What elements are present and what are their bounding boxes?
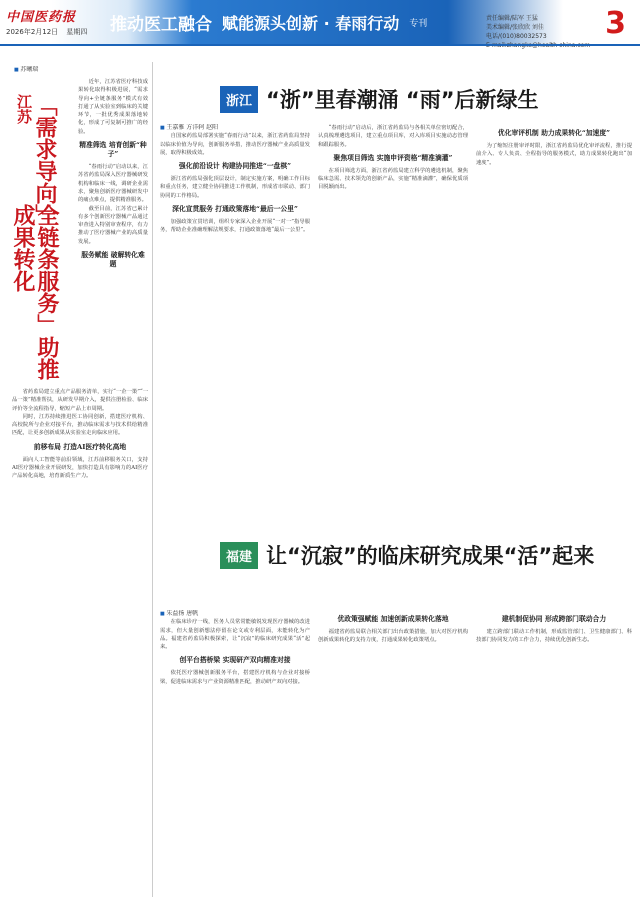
- subheading: 深化宣贯服务 打通政策落地“最后一公里”: [172, 205, 298, 214]
- paragraph: 浙江省药监局强化顶层设计，制定实施方案，明确工作目标和重点任务，建立健全协同推进工作机制，形成省市联动、部门协同的工作格局。: [160, 176, 310, 199]
- paragraph: 依托医疗器械创新服务平台，搭建医疗机构与企业对接桥梁，促进临床需求与产业资源精准匹配，推动研产双向对接。: [160, 670, 310, 685]
- subheading: 精准筛选 培育创新“种子”: [79, 141, 147, 159]
- masthead: [0, 0, 640, 58]
- headline-title: 让“沉寂”的临床研究成果“活”起来: [266, 544, 595, 568]
- paragraph: 截至目前，江苏省已累计有多个创新医疗器械产品通过审查进入特别审查程序，有力推动了医疗器械产业的高质量发展。: [78, 205, 148, 245]
- subheading: 优化审评机制 助力成果转化“加速度”: [497, 129, 611, 137]
- paragraph: 在临床诊疗一线，医务人员常常能敏锐发现医疗器械的改进需求，但大量创新想法停留在论文或专利层面，未能转化为产品。福建省药监局积极探索，让“沉寂”的临床研究成果“活”起来。: [160, 619, 310, 651]
- subheading: 优政策强赋能 加速创新成果转化落地: [337, 615, 449, 623]
- paragraph: “春雨行动”启动后，浙江省药监局与各相关单位密切配合，认真梳理遴选项目，建立重点项目库，对入库项目实施动态管理和跟踪服务。: [318, 125, 468, 148]
- page-number: 3: [605, 6, 626, 41]
- left-title-line-1: 「需求导向」: [32, 94, 57, 226]
- zhejiang-headline: [220, 84, 640, 114]
- subheading: 聚焦项目筛选 实施申评资格“精准滴灌”: [333, 153, 453, 162]
- paragraph: “春雨行动”启动以来，江苏省药监局深入医疗器械研发机构和临床一线，调研企业需求，聚焦创新医疗器械研发中的痛点难点，提供精准服务。: [78, 164, 148, 204]
- issue-weekday: 星期四: [66, 28, 88, 36]
- paragraph: 自国家药监局部署实施“春雨行动”以来，浙江省药监局坚持以临床价值为导向，创新服务举措，推动医疗器械产业高质量发展，取得积极成效。: [160, 133, 310, 156]
- left-col-bottom: [12, 388, 148, 893]
- left-col-top: [78, 78, 148, 378]
- subheading: 前移布局 打造AI医疗转化高地: [33, 442, 127, 451]
- fujian-col-2: [318, 610, 468, 895]
- subheading: 服务赋能 破解转化难题: [81, 251, 145, 269]
- masthead-banner-bg: [0, 0, 640, 44]
- column-divider: [152, 62, 153, 897]
- byline: ■ 朱益扬 唐帆: [160, 610, 310, 618]
- subheading: 建机制促协同 形成跨部门联动合力: [501, 615, 607, 623]
- fujian-headline: [220, 540, 640, 570]
- banner-slogan-2: 赋能源头创新 · 春雨行动: [222, 13, 400, 33]
- dateline: [6, 27, 93, 37]
- banner-special-label: 专刊: [409, 18, 428, 29]
- zhejiang-col-3: [476, 124, 632, 534]
- editor-line: 责任编辑/陆军 王猛: [486, 15, 538, 22]
- fujian-col-3: [476, 610, 632, 895]
- left-title-line-2: 全链条服务」助推成果转化: [10, 204, 59, 380]
- fujian-col-1: [160, 610, 310, 895]
- byline: ■ 王嘉雅 方洋轲 赵阳: [160, 124, 310, 132]
- paragraph: 加强政策宣贯培训，组织专家深入企业开展“一对一”指导服务，帮助企业准确理解法规要求，打通政策落地“最后一公里”。: [160, 219, 310, 234]
- headline-title: “浙”里春潮涌 “雨”后新绿生: [266, 88, 539, 112]
- banner-slogan-1: 推动医工融合: [110, 14, 212, 35]
- region-tag: 浙江: [220, 86, 258, 113]
- newspaper-logo: 中国医药报: [6, 10, 77, 25]
- editor-line: 美术编辑/张欣欣 刘佳: [486, 24, 544, 31]
- paragraph: 建立跨部门联动工作机制，形成监管部门、卫生健康部门、科技部门协同发力的工作合力，持续优化创新生态。: [476, 629, 632, 644]
- subheading: 创平台搭桥梁 实现研产双向精准对接: [179, 656, 291, 665]
- byline: ■ 苏曦瑞: [14, 66, 38, 73]
- left-byline: [14, 66, 78, 74]
- zhejiang-col-1: [160, 124, 310, 534]
- region-tag: 福建: [220, 542, 258, 569]
- paragraph: 同时，江苏持续推进医工协同创新，搭建医疗机构、高校院所与企业对接平台，推动临床需求与技术供给精准匹配，让更多创新成果从实验室走向临床应用。: [12, 413, 148, 437]
- region-label: 江苏: [15, 94, 33, 124]
- paragraph: 近年，江苏省医疗科技成果转化取得积极进展，“需求导向+全链条服务”模式有效打通了从实验室到临床的关键环节，一批优秀成果落地转化，形成了可复制可推广的经验。: [78, 79, 148, 135]
- special-banner: [110, 4, 427, 40]
- paragraph: 福建省药监局联合相关部门出台政策措施，加大对医疗机构创新成果转化的支持力度，打通成果转化政策堵点。: [318, 629, 468, 644]
- masthead-rule: [0, 44, 640, 46]
- zhejiang-col-2: [318, 124, 468, 534]
- paragraph: 面向人工智能等前沿领域，江苏前移服务关口，支持AI医疗器械企业开展研发，加快打造具有影响力的AI医疗产品转化高地，培育新质生产力。: [12, 456, 148, 480]
- left-vertical-title: [10, 94, 66, 384]
- issue-date: 2026年2月12日: [6, 28, 59, 36]
- subheading: 强化前沿设计 构建协同推进“一盘棋”: [178, 162, 292, 171]
- paragraph: 省药监局建立重点产品服务清单，实行“一企一策”“一品一策”精准帮扶，从研发早期介入，提供注册检验、临床评价等全流程指导，缩短产品上市周期。: [12, 389, 148, 412]
- paragraph: 为了缩短注册审评时限，浙江省药监局优化审评流程，推行提前介入、专人负责、全程指导的服务模式，助力成果转化跑出“加速度”。: [476, 143, 632, 166]
- paragraph: 在项目筛选方面，浙江省药监局建立科学的遴选机制，聚焦临床急需、技术领先的创新产品，实施“精准滴灌”，确保优质项目脱颖而出。: [318, 167, 468, 191]
- editor-phone: 电话/(010)80032573: [486, 33, 547, 40]
